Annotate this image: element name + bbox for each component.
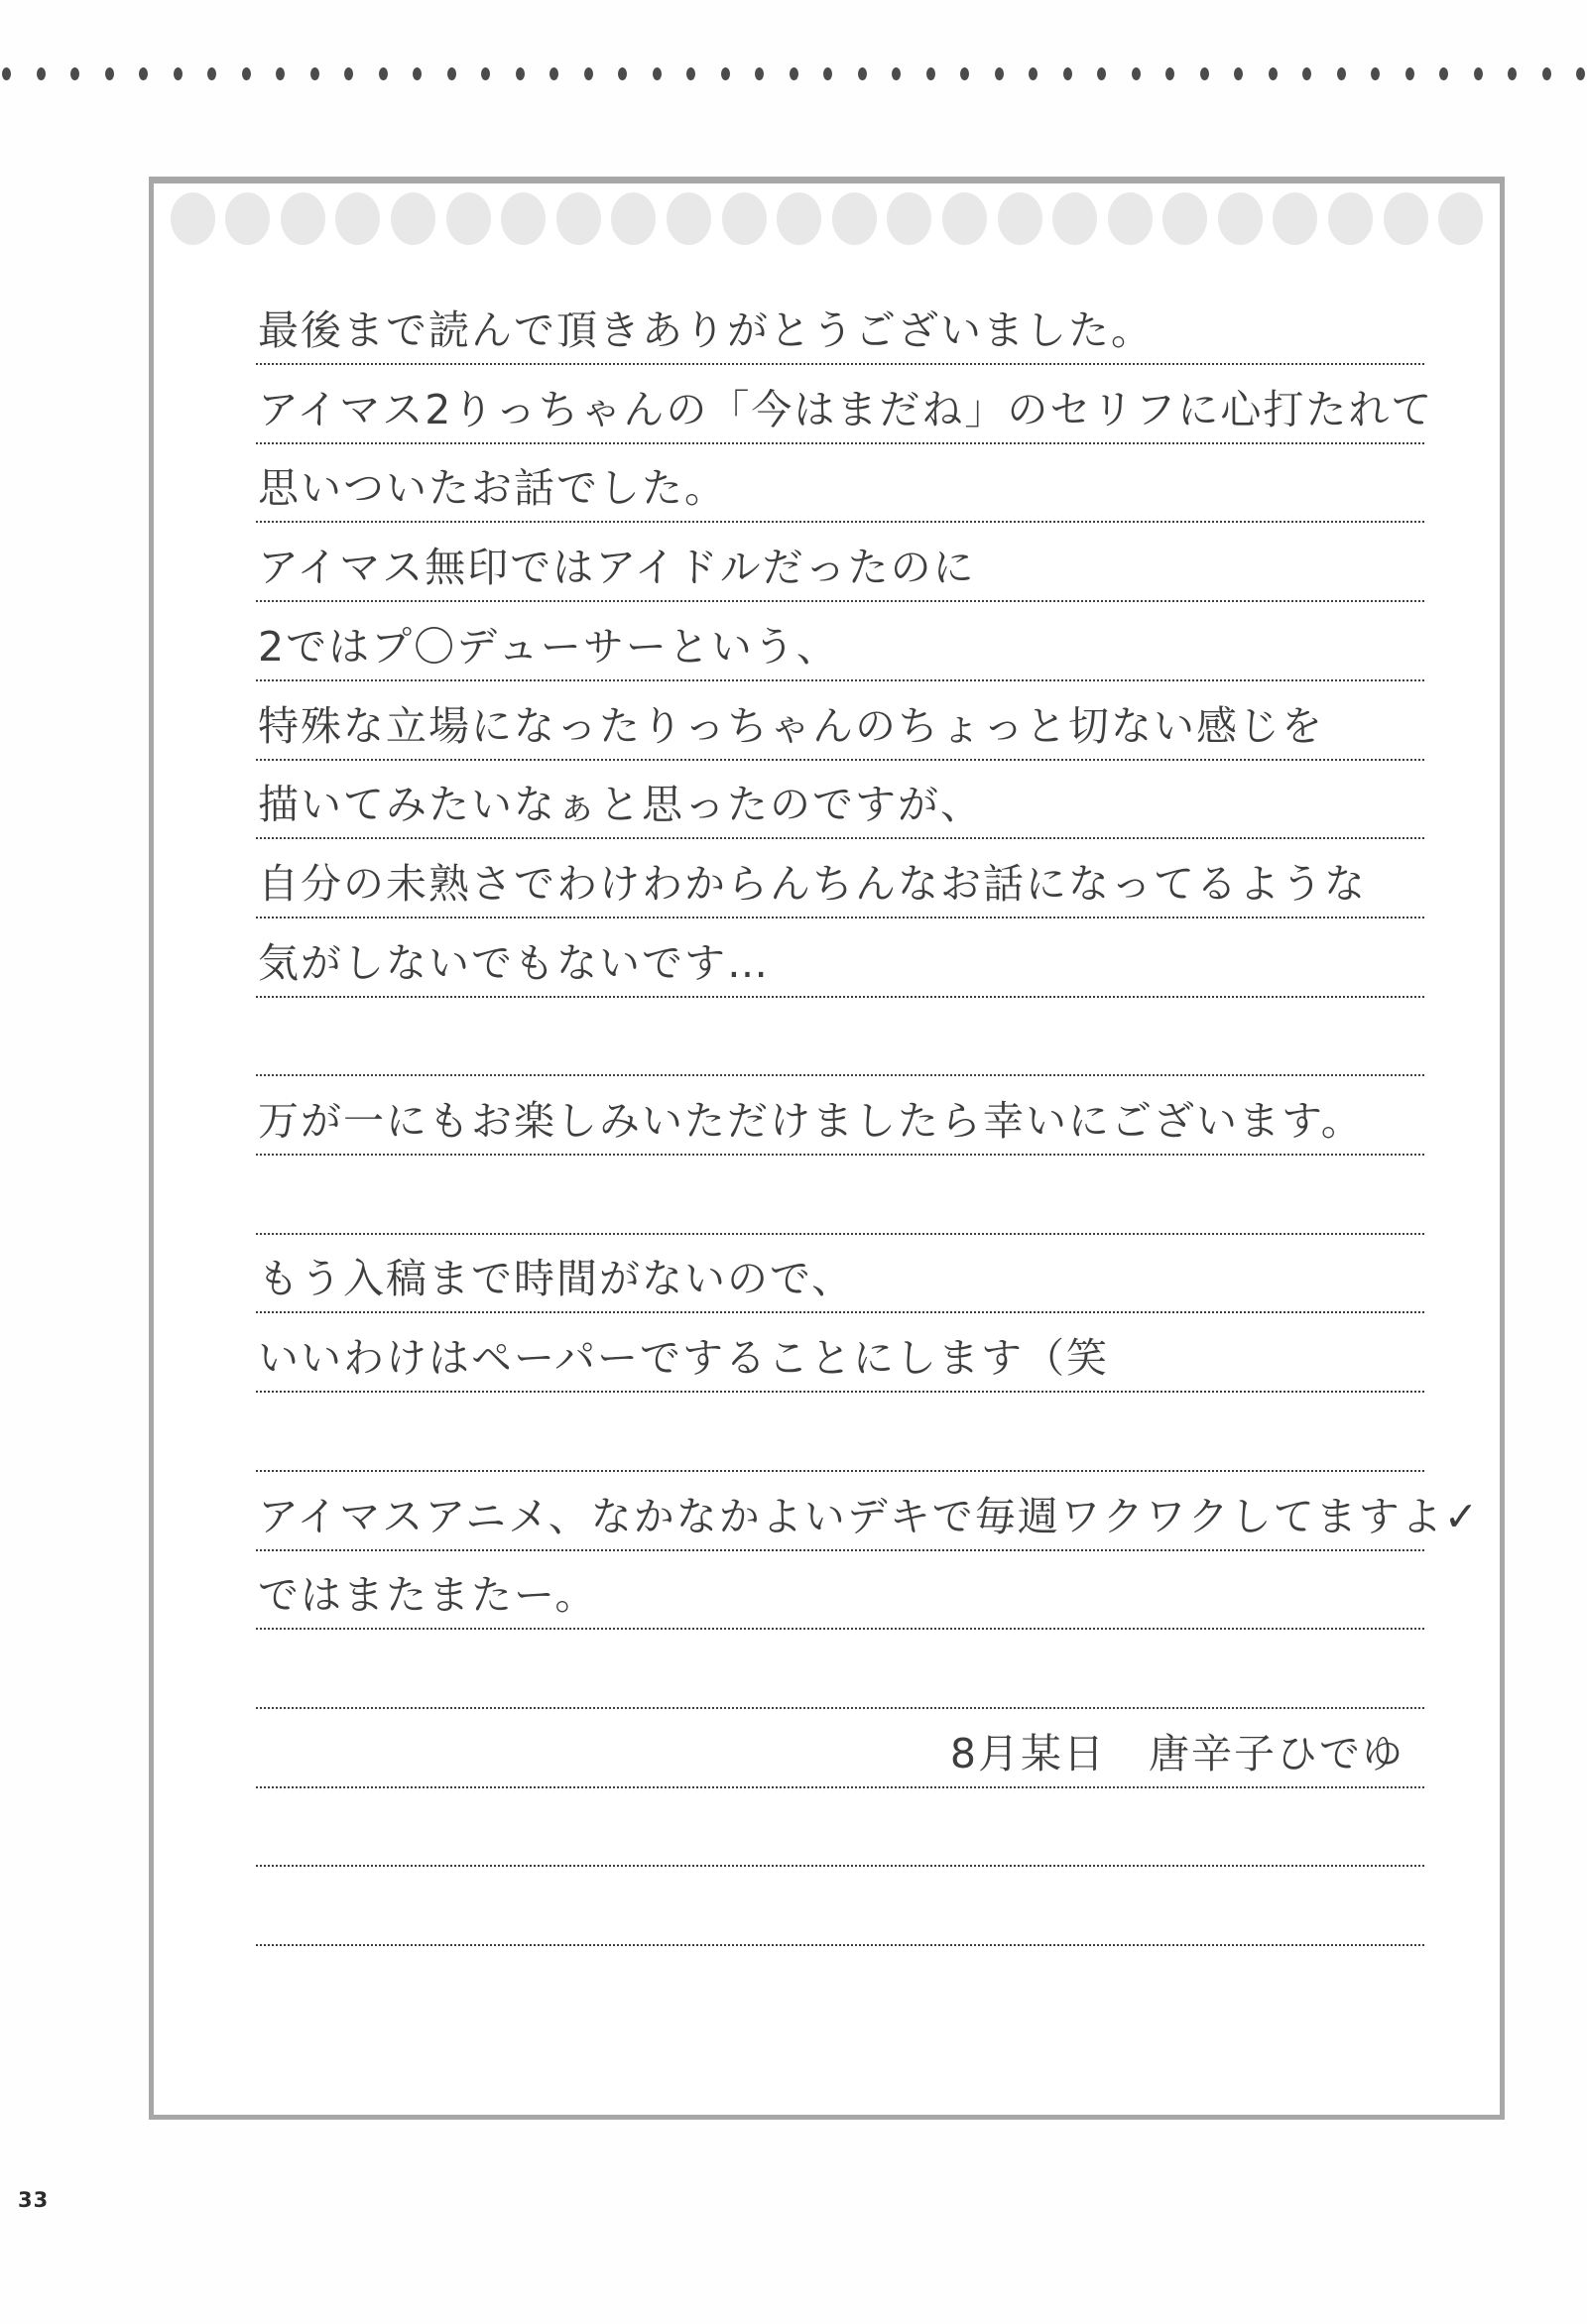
letter-line (256, 1319, 1424, 1393)
letter-line (256, 1240, 1424, 1313)
letter-line (256, 529, 1424, 602)
letter-line-blank (256, 1162, 1424, 1235)
scallop-circle-icon (391, 192, 435, 245)
scallop-row (154, 192, 1500, 245)
dot-icon (686, 67, 695, 80)
letter-line (256, 1082, 1424, 1156)
dot-icon (37, 67, 46, 80)
dot-icon (1371, 67, 1380, 80)
letter-line-blank (256, 1399, 1424, 1472)
dot-icon (105, 67, 114, 80)
dot-icon (1132, 67, 1141, 80)
dot-icon (1234, 67, 1243, 80)
dot-icon (823, 67, 832, 80)
scallop-circle-icon (446, 192, 491, 245)
letter-line-text: アイマスアニメ、なかなかよいデキで毎週ワクワクしてますよ✓ (258, 1492, 1481, 1540)
dot-icon (960, 67, 969, 80)
letter-line-text: 自分の未熟さでわけわからんちんなお話になってるような (258, 859, 1367, 908)
scallop-circle-icon (998, 192, 1042, 245)
letter-line (256, 292, 1424, 365)
letter-line-text: ではまたまたー。 (258, 1570, 598, 1619)
scallop-circle-icon (1328, 192, 1373, 245)
letter-line-blank (256, 1793, 1424, 1867)
dot-icon (207, 67, 216, 80)
dot-icon (276, 67, 285, 80)
dot-icon (755, 67, 764, 80)
letter-line (256, 1556, 1424, 1630)
dot-icon (1337, 67, 1346, 80)
scallop-circle-icon (556, 192, 601, 245)
letter-line (256, 766, 1424, 839)
dot-icon (1474, 67, 1483, 80)
dot-icon (242, 67, 251, 80)
dot-icon (653, 67, 662, 80)
dot-icon (1439, 67, 1448, 80)
dot-icon (549, 67, 558, 80)
dot-icon (1542, 67, 1551, 80)
dot-icon (618, 67, 627, 80)
dot-icon (379, 67, 388, 80)
letter-line-text: 2ではプ〇デューサーという、 (258, 622, 839, 671)
dot-icon (481, 67, 490, 80)
dot-icon (2, 67, 11, 80)
dot-icon (413, 67, 422, 80)
dot-icon (1029, 67, 1038, 80)
scallop-circle-icon (1273, 192, 1317, 245)
scallop-circle-icon (722, 192, 767, 245)
dot-icon (1405, 67, 1414, 80)
dot-icon (926, 67, 935, 80)
letter-line-blank (256, 1873, 1424, 1946)
dot-icon (858, 67, 867, 80)
scallop-circle-icon (225, 192, 270, 245)
dot-icon (1097, 67, 1106, 80)
dot-icon (1508, 67, 1517, 80)
letter-line (256, 1478, 1481, 1551)
scallop-circle-icon (611, 192, 656, 245)
scallop-circle-icon (1052, 192, 1097, 245)
dot-icon (1269, 67, 1278, 80)
letter-line-blank (256, 1636, 1424, 1709)
dot-icon (1063, 67, 1072, 80)
dot-icon (1165, 67, 1174, 80)
scallop-circle-icon (667, 192, 711, 245)
letter-line-text: 万が一にもお楽しみいただけましたら幸いにございます。 (258, 1096, 1364, 1145)
letter-line-text: アイマス2りっちゃんの「今はまだね」のセリフに心打たれて (258, 385, 1434, 433)
letter-line-text: いいわけはペーパーですることにします（笑 (258, 1333, 1109, 1382)
letter-frame (149, 177, 1505, 2120)
scallop-circle-icon (1108, 192, 1153, 245)
dot-icon (310, 67, 319, 80)
dot-icon (1576, 67, 1585, 80)
dot-icon (139, 67, 148, 80)
page-number: 33 (18, 2188, 50, 2212)
letter-line-text: アイマス無印ではアイドルだったのに (258, 543, 976, 591)
dot-icon (447, 67, 456, 80)
letter-line-text: 8月某日 唐辛子ひでゆ (949, 1729, 1404, 1777)
letter-line (256, 449, 1424, 523)
letter-line (256, 924, 1424, 998)
dot-icon (516, 67, 525, 80)
scallop-circle-icon (1218, 192, 1263, 245)
dot-icon (892, 67, 901, 80)
letter-line (256, 687, 1424, 761)
dot-icon (1200, 67, 1209, 80)
letter-line (256, 371, 1434, 444)
letter-line-text: もう入稿まで時間がないので、 (258, 1254, 855, 1302)
scallop-circle-icon (1384, 192, 1428, 245)
letter-line-text: 特殊な立場になったりっちゃんのちょっと切ない感じを (258, 701, 1324, 750)
dot-icon (584, 67, 593, 80)
scallop-circle-icon (832, 192, 877, 245)
letter-line (256, 1715, 1424, 1788)
dot-icon (1302, 67, 1311, 80)
top-dots-border (2, 67, 1585, 80)
letter-line-text: 思いついたお話でした。 (258, 463, 727, 512)
dot-icon (344, 67, 353, 80)
scallop-circle-icon (1438, 192, 1483, 245)
letter-line-text: 最後まで読んで頂きありがとうございました。 (258, 306, 1154, 354)
scallop-circle-icon (335, 192, 380, 245)
letter-line-text: 気がしないでもないです… (258, 938, 770, 987)
scallop-circle-icon (501, 192, 546, 245)
dot-icon (721, 67, 730, 80)
dot-icon (995, 67, 1004, 80)
dot-icon (790, 67, 798, 80)
letter-line (256, 608, 1424, 681)
scallop-circle-icon (1162, 192, 1207, 245)
scallop-circle-icon (171, 192, 215, 245)
dot-icon (174, 67, 183, 80)
letter-line-blank (256, 1003, 1424, 1076)
scallop-circle-icon (777, 192, 821, 245)
letter-line (256, 845, 1424, 918)
scallop-circle-icon (942, 192, 987, 245)
letter-line-text: 描いてみたいなぁと思ったのですが、 (258, 780, 983, 828)
scallop-circle-icon (281, 192, 325, 245)
dot-icon (70, 67, 79, 80)
scallop-circle-icon (887, 192, 931, 245)
